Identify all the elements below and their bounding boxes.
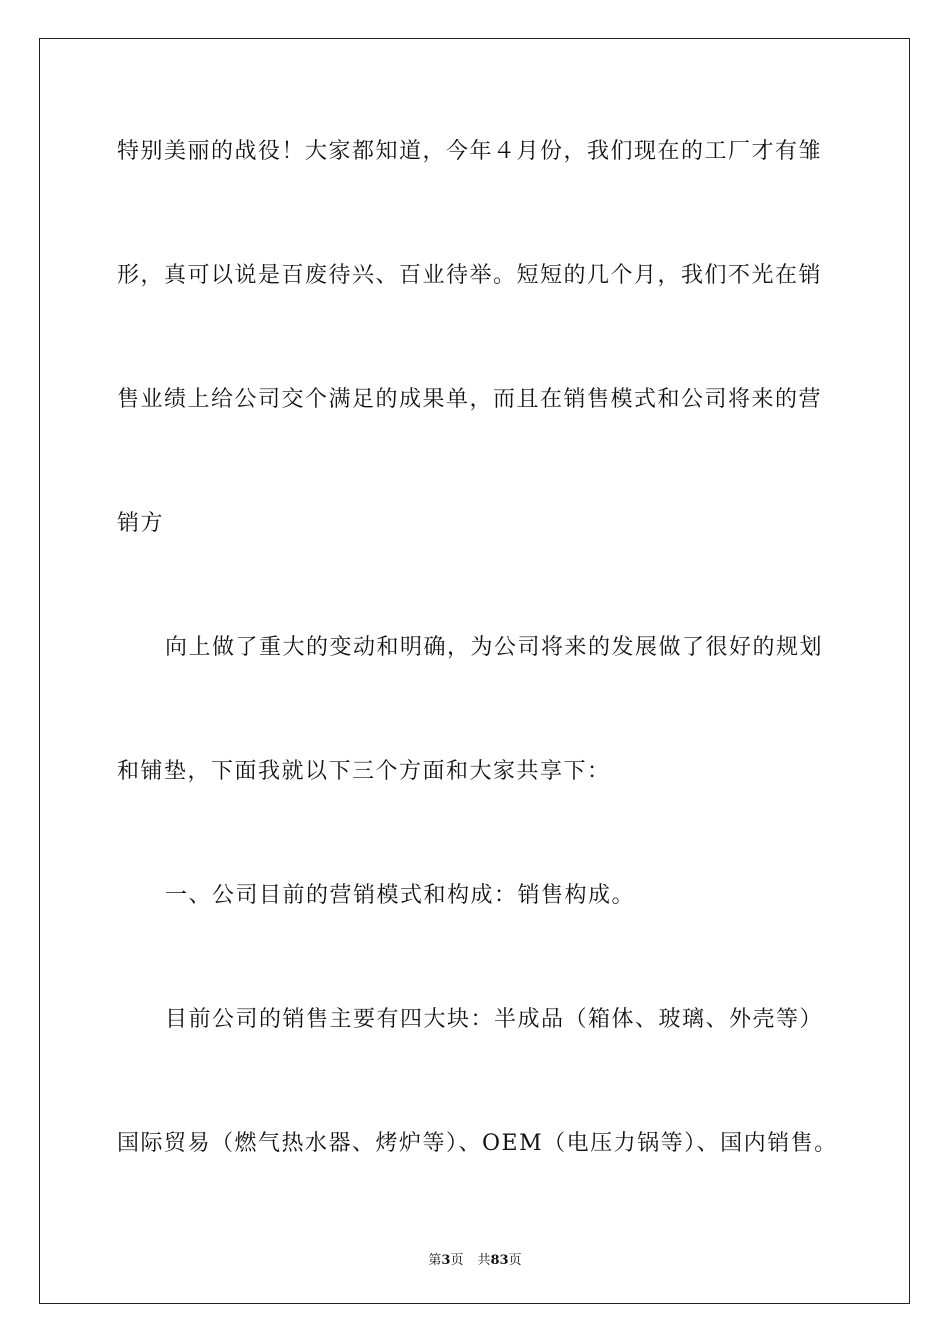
total-pages: 83 <box>490 1253 509 1268</box>
body-line-1: 特别美丽的战役！大家都知道，今年４月份，我们现在的工厂才有雏 <box>117 139 823 164</box>
page-number: 3 <box>441 1253 451 1268</box>
body-line-6: 和铺垫，下面我就以下三个方面和大家共享下： <box>117 759 611 784</box>
body-line-3: 售业绩上给公司交个满足的成果单，而且在销售模式和公司将来的营 <box>117 387 823 412</box>
section-heading: 一、公司目前的营销模式和构成：销售构成。 <box>165 883 636 908</box>
body-line-2: 形，真可以说是百废待兴、百业待举。短短的几个月，我们不光在销 <box>117 263 823 288</box>
body-line-5: 向上做了重大的变动和明确，为公司将来的发展做了很好的规划 <box>165 635 824 660</box>
total-prefix: 共 <box>477 1253 491 1268</box>
body-line-8: 目前公司的销售主要有四大块：半成品（箱体、玻璃、外壳等） <box>165 1007 824 1032</box>
page-border <box>39 38 910 1304</box>
page-footer <box>0 1249 950 1268</box>
total-suffix: 页 <box>508 1253 522 1268</box>
page-suffix: 页 <box>450 1253 464 1268</box>
body-line-9: 国际贸易（燃气热水器、烤炉等）、OEM（电压力锅等）、国内销售。 <box>117 1131 838 1156</box>
page-prefix: 第 <box>428 1253 442 1268</box>
body-line-4: 销方 <box>117 511 165 536</box>
